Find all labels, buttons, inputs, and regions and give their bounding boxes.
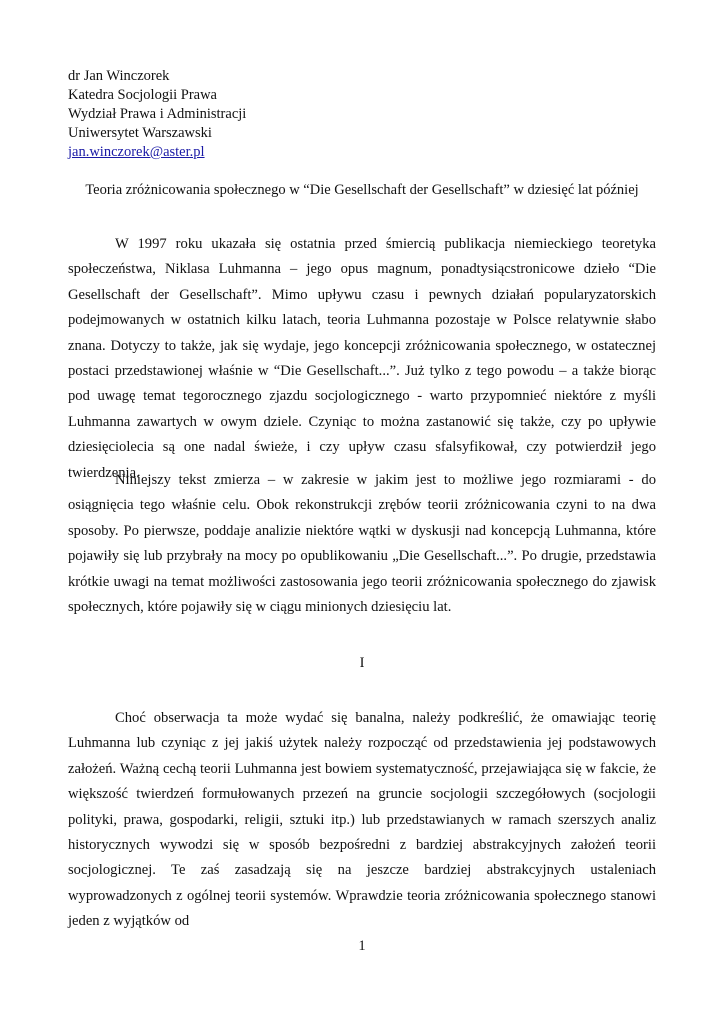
paragraph [68,706,656,935]
page-number: 1 [358,938,366,954]
author-block [68,67,246,162]
section-heading: I [359,655,365,671]
author-email-link[interactable]: jan.winczorek@aster.pl [68,144,205,160]
paragraph-text: Choć obserwacja ta może wydać się banalna, należy podkreślić, że omawiając teorię Luhmanna lub czyniąc z jej jakiś użytek należy rozpocząć od przedstawienia jej podstawowych założeń. Ważną cechą teorii Luhmanna jest bowiem systematyczność, przejawiająca się w fakcie, że większość twierdzeń formułowanych przezeń na gruncie socjologii szczegółowych (socjologii polityki, prawa, gospodarki, religii, sztuki itp.) lub przedstawianych w ramach szerszych analiz historycznych wywodzi się w sposób bezpośredni z bardziej abstrakcyjnych założeń teorii socjologicznej. Te zaś zasadzają się na jeszcze bardziej abstrakcyjnych ustaleniach wyprowadzonych z ogólnej teorii systemów. Wprawdzie teoria zróżnicowania społecznego stanowi jeden z wyjątków od [68,710,656,930]
document-title: Teoria zróżnicowania społecznego w “Die Gesellschaft der Gesellschaft” w dziesięć lat później [85,182,639,198]
paragraph-text: W 1997 roku ukazała się ostatnia przed śmiercią publikacja niemieckiego teoretyka społeczeństwa, Niklasa Luhmanna – jego opus magnum, ponadtysiącstronicowe dzieło “Die Gesellschaft der Gesellschaft”. Mimo upływu czasu i pewnych działań popularyzatorskich podejmowanych w ostatnich kilku latach, teoria Luhmanna pozostaje w Polsce relatywnie słabo znana. Dotyczy to także, jak się wydaje, jego koncepcji zróżnicowania społecznego, w ostatecznej postaci przedstawionej właśnie w “Die Gesellschaft...”. Już tylko z tego powodu – a także biorąc pod uwagę temat tegorocznego zjazdu socjologicznego - warto przypomnieć niektóre z myśli Luhmanna zawartych w owym dziele. Czyniąc to można zastanowić się także, czy po upływie dziesięciolecia są one nadal świeże, i czy upływ czasu sfalsyfikował, czy potwierdził jego twierdzenia. [68,236,656,481]
paragraph [68,468,656,620]
author-faculty: Wydział Prawa i Administracji [68,106,247,122]
author-department: Katedra Socjologii Prawa [68,87,217,103]
paragraph [68,232,656,486]
paragraph-text: Niniejszy tekst zmierza – w zakresie w jakim jest to możliwe jego rozmiarami - do osiągnięcia tego właśnie celu. Obok rekonstrukcji zrębów teorii zróżnicowania czyni to na dwa sposoby. Po pierwsze, poddaje analizie niektóre wątki w dyskusji nad koncepcją Luhmanna, które pojawiły się lub przybrały na mocy po opublikowaniu „Die Gesellschaft...”. Po drugie, przedstawia krótkie uwagi na temat możliwości zastosowania jego teorii zróżnicowania społecznego do zjawisk społecznych, które pojawiły się w ciągu minionych dziesięciu lat. [68,472,656,616]
author-university: Uniwersytet Warszawski [68,125,212,141]
author-name: dr Jan Winczorek [68,68,170,84]
